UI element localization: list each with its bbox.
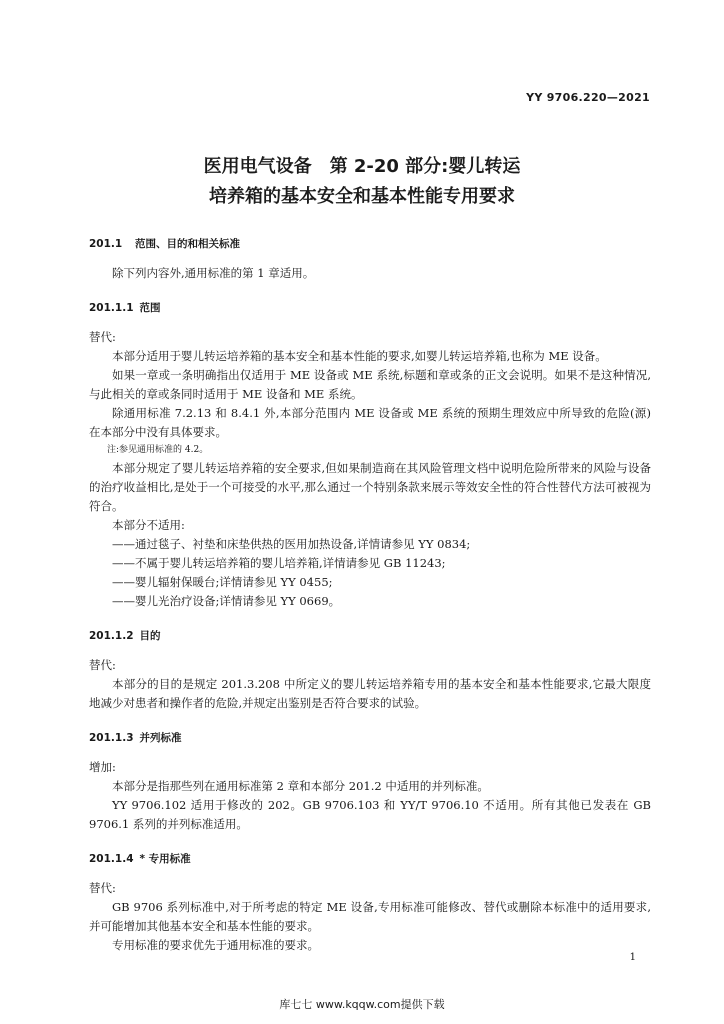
section-number: 201.1.4 bbox=[89, 853, 134, 865]
section-number: 201.1.2 bbox=[89, 630, 134, 642]
section-title: 目的 bbox=[139, 630, 161, 642]
paragraph: 本部分适用于婴儿转运培养箱的基本安全和基本性能的要求,如婴儿转运培养箱,也称为 ME 设备。 bbox=[112, 349, 607, 363]
section-number: 201.1.1 bbox=[89, 302, 134, 314]
section-number: 201.1.3 bbox=[89, 732, 134, 744]
section-title: * 专用标准 bbox=[139, 853, 191, 865]
section-heading-201-1 bbox=[89, 235, 651, 254]
paragraph: 专用标准的要求优先于通用标准的要求。 bbox=[112, 938, 319, 952]
paragraph: 本部分的目的是规定 201.3.208 中所定义的婴儿转运培养箱专用的基本安全和基本性能要求,它最大限度地减少对患者和操作者的危险,并规定出鉴别是否符合要求的试验。 bbox=[89, 677, 651, 710]
amendment-label: 替代: bbox=[89, 658, 116, 672]
paragraph: 如果一章或一条明确指出仅适用于 ME 设备或 ME 系统,标题和章或条的正文会说明。如果不是这种情况,与此相关的章或条同时适用于 ME 设备和 ME 系统。 bbox=[89, 368, 651, 401]
amendment-label: 替代: bbox=[89, 330, 116, 344]
section-heading-201-1-2 bbox=[89, 627, 651, 646]
section-title: 范围 bbox=[139, 302, 161, 314]
section-title: 并列标准 bbox=[139, 732, 182, 744]
paragraph: 除通用标准 7.2.13 和 8.4.1 外,本部分范围内 ME 设备或 ME 系统的预期生理效应中所导致的危险(源)在本部分中没有具体要求。 bbox=[89, 406, 651, 439]
document-body bbox=[89, 235, 651, 955]
paragraph: GB 9706 系列标准中,对于所考虑的特定 ME 设备,专用标准可能修改、替代或删除本标准中的适用要求,并可能增加其他基本安全和基本性能的要求。 bbox=[89, 900, 651, 933]
section-heading-201-1-4 bbox=[89, 850, 651, 869]
page-number: 1 bbox=[629, 952, 636, 963]
title-line-1: 医用电气设备 第 2-20 部分:婴儿转运 bbox=[203, 156, 521, 177]
standard-number: YY 9706.220—2021 bbox=[526, 91, 650, 104]
amendment-label: 替代: bbox=[89, 881, 116, 895]
list-item: ——婴儿辐射保暖台;详情请参见 YY 0455; bbox=[112, 575, 333, 589]
note: 注:参见通用标准的 4.2。 bbox=[107, 445, 209, 455]
paragraph: YY 9706.102 适用于修改的 202。GB 9706.103 和 YY/T 9706.10 不适用。所有其他已发表在 GB 9706.1 系列的并列标准适用。 bbox=[89, 798, 651, 831]
paragraph: 除下列内容外,通用标准的第 1 章适用。 bbox=[112, 266, 315, 280]
section-title: 范围、目的和相关标准 bbox=[135, 238, 240, 250]
list-item: ——不属于婴儿转运培养箱的婴儿培养箱,详情请参见 GB 11243; bbox=[112, 556, 446, 570]
list-item: ——婴儿光治疗设备;详情请参见 YY 0669。 bbox=[112, 594, 341, 608]
section-heading-201-1-3 bbox=[89, 729, 651, 748]
document-title bbox=[0, 152, 724, 212]
list-item: ——通过毯子、衬垫和床垫供热的医用加热设备,详情请参见 YY 0834; bbox=[112, 537, 471, 551]
paragraph: 本部分规定了婴儿转运培养箱的安全要求,但如果制造商在其风险管理文档中说明危险所带来的风险与设备的治疗收益相比,是处于一个可接受的水平,那么通过一个特别条款来展示等效安全性的符合性替代方法可被视为符合。 bbox=[89, 461, 651, 513]
footer-watermark: 库七七 www.kqqw.com提供下载 bbox=[279, 998, 445, 1011]
paragraph: 本部分不适用: bbox=[112, 518, 185, 532]
title-line-2: 培养箱的基本安全和基本性能专用要求 bbox=[209, 186, 515, 207]
amendment-label: 增加: bbox=[89, 760, 116, 774]
section-number: 201.1 bbox=[89, 238, 123, 250]
section-heading-201-1-1 bbox=[89, 299, 651, 318]
paragraph: 本部分是指那些列在通用标准第 2 章和本部分 201.2 中适用的并列标准。 bbox=[112, 779, 489, 793]
